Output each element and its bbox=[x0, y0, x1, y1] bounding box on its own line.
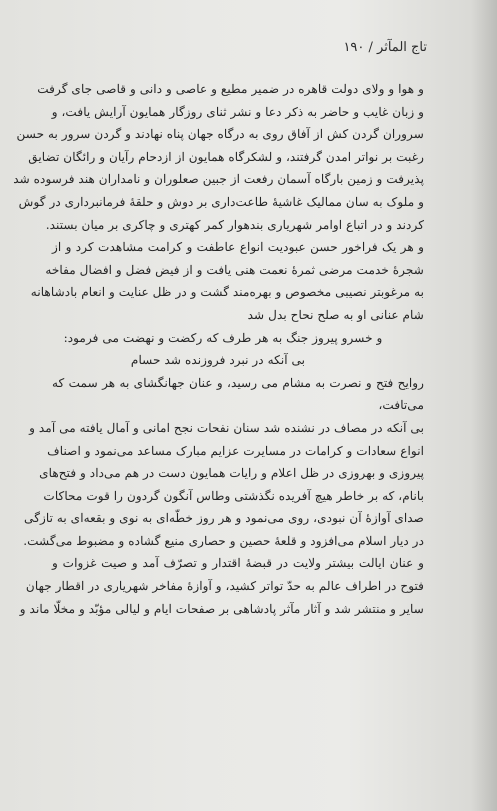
text-line: بی آنکه در مصاف در نشنده شد سنان نفحات نجح امانی و آمال یافته می آمد و bbox=[29, 420, 424, 435]
text-line: و ملوک به سان ممالیک غاشیهٔ طاعت‌داری بر دوش و حلقهٔ فرمانبرداری در گوش bbox=[18, 194, 424, 209]
text-line: کردند و در اتباع اوامر شهریاری بندهوار کمر کهتری و چاکری بر میان بستند. bbox=[45, 217, 424, 232]
text-line: پذیرفت و زمین بارگاه آسمان رفعت از جبین صعلوران و نامداران هند فرسوده شد bbox=[13, 172, 424, 187]
text-line: شجرهٔ خدمت مرضی ثمرهٔ نعمت هنی یافت و از فیض فضل و افضال مفاخه bbox=[45, 262, 424, 277]
text-line: پیروزی و بهروزی در ظل اعلام و رایات همایون دست در هم می‌داد و فتح‌های bbox=[39, 466, 424, 481]
text-line: انواع سعادات و کرامات در مسایرت عزایم مبارک مساعد می‌نمود و اصناف bbox=[47, 443, 424, 458]
text-line: سروران گردن کش از آفاق روی به درگاه جهان پناه نهادند و گردن سرور به حسن bbox=[16, 127, 424, 142]
verse-line: بی آنکه در نبرد فروزنده شد حسام bbox=[130, 353, 306, 368]
text-line: و عنان ایالت بیشتر ولایت در قبضهٔ اقتدار و تصرّف آمد و صیت غزوات و bbox=[52, 556, 424, 571]
text-line: و هر یک فراخور حسن عبودیت انواع عاطفت و کرامت مشاهدت کرد و از bbox=[52, 240, 424, 255]
text-line: شام عنانی او به صلح نحاح بدل شد bbox=[247, 307, 424, 322]
text-line: سایر و منتشر شد و آثار مآثر پادشاهی بر صفحات ایام و لیالی مؤبّد و مخلّا ماند و bbox=[19, 601, 424, 616]
text-line: فتوح در اطراف عالم به حدّ تواتر کشید، و آوازهٔ مفاخر شهریاری در اقطار جهان bbox=[25, 579, 424, 594]
text-line: و زبان غایب و حاضر به ذکر دعا و نشر ثنای روزگار همایون آرایش یافت، و bbox=[51, 104, 424, 119]
page-gutter-shadow bbox=[471, 0, 497, 811]
verse-line: و خسرو پیروز جنگ به هر طرف که رکضت و نهضت می فرمود: bbox=[63, 330, 383, 345]
text-line: رغبت بر نواتر امدن گرفتند، و لشکرگاه همایون از ازدحام رآیان و رائگان تضایق bbox=[28, 149, 424, 164]
text-line: می‌تافت، bbox=[378, 398, 424, 413]
running-header: تاج المآثر / ۱۹۰ bbox=[343, 40, 427, 55]
text-line: صدای آوازهٔ آن نبودی، روی می‌نمود و هر روز خطّه‌ای به نوی و بقعه‌ای به تازگی bbox=[24, 511, 424, 526]
text-line: در دیار اسلام می‌افزود و قلعهٔ حصین و حصاری منیع گشاده و مضبوط می‌گشت. bbox=[23, 533, 424, 548]
text-line: روایح فتح و نصرت به مشام می رسید، و عنان جهانگشای به هر سمت که bbox=[52, 375, 424, 390]
page-body-text bbox=[13, 78, 424, 620]
text-line: بانام، که بر خاطر هیچ آفریده نگذشتی وطاس آنگون گردون را قوت محاکات bbox=[43, 488, 424, 503]
text-line: به مرغوبتر نصیبی مخصوص و بهره‌مند گشت و در ظل عنایت و انعام بادشاهانه bbox=[30, 285, 424, 300]
text-line: و هوا و ولای دولت قاهره در ضمیر مطیع و عاصی و دانی و قاصی جای گرفت bbox=[37, 82, 424, 96]
